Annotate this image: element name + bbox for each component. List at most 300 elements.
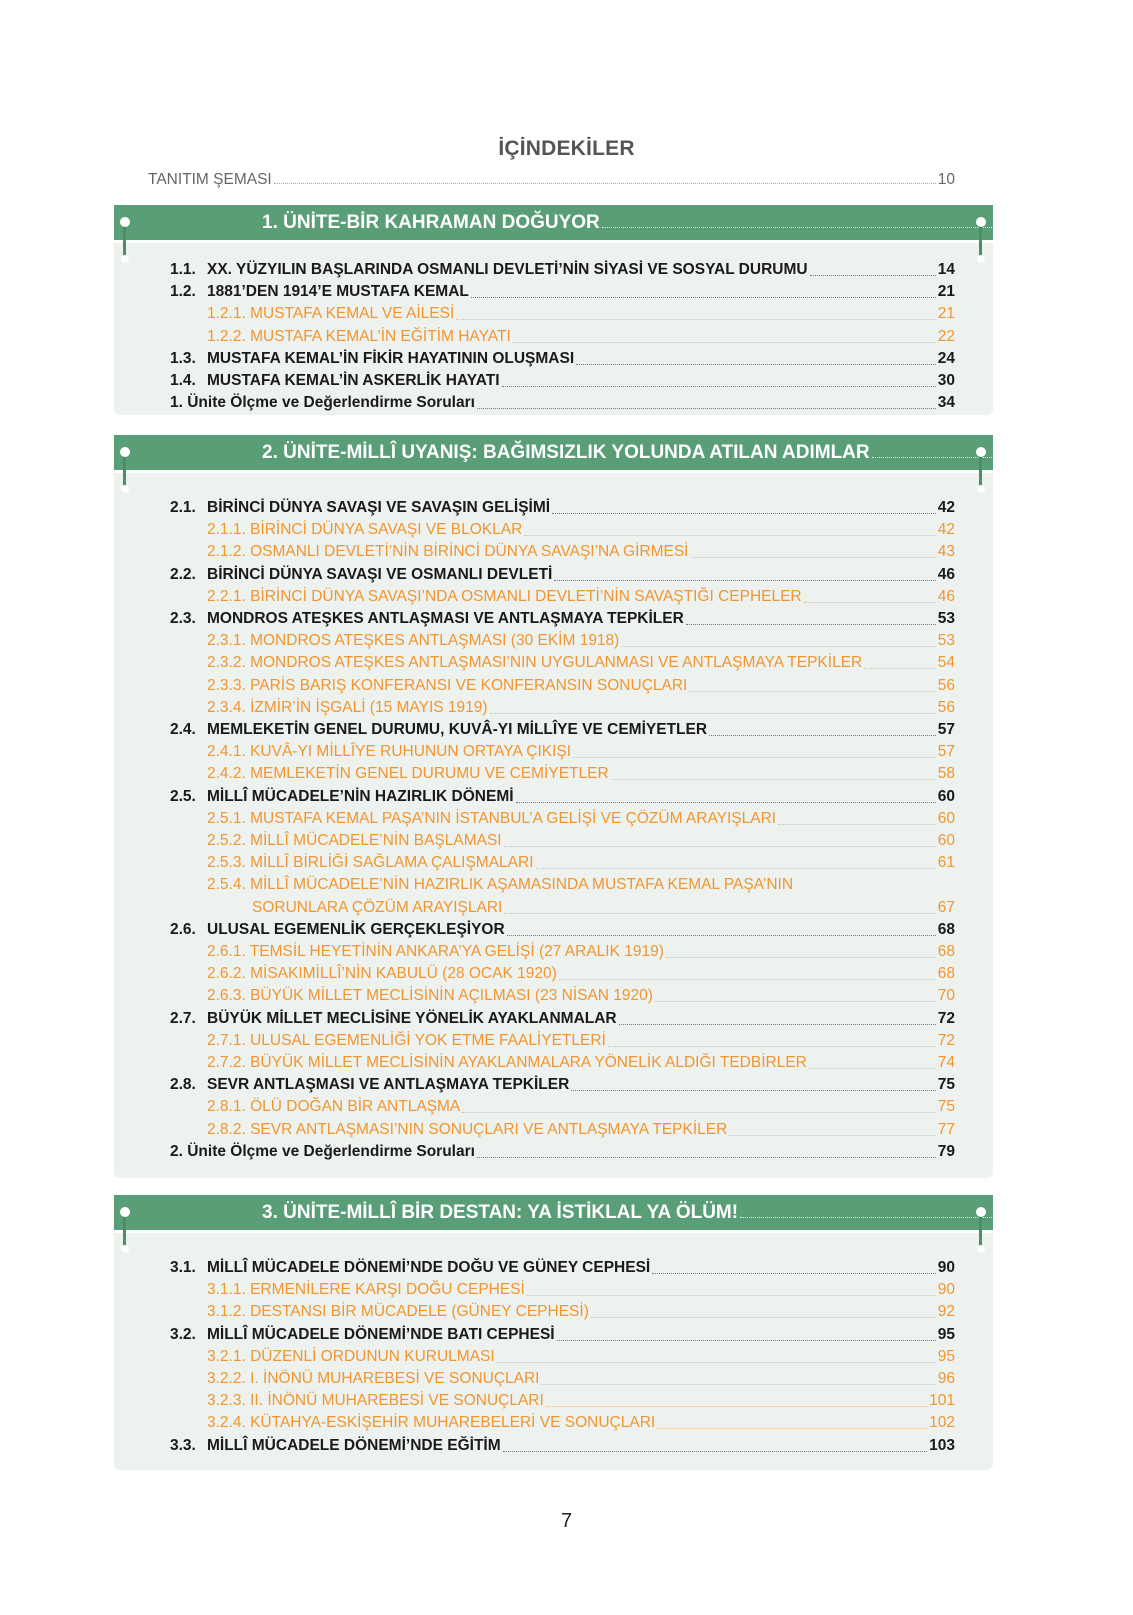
toc-section-entry[interactable]	[170, 348, 955, 370]
page-title: İÇİNDEKİLER	[498, 137, 635, 160]
entry-label	[170, 392, 475, 414]
entry-number: 2.6.2.	[207, 965, 246, 983]
toc-subsection-entry[interactable]	[170, 1096, 955, 1118]
unit-page: 88	[1047, 1202, 1069, 1223]
entry-text: MİLLÎ MÜCADELE’NİN HAZIRLIK AŞAMASINDA MUSTAFA KEMAL PAŞA’NIN	[250, 876, 794, 894]
entry-text: 1881’DEN 1914’E MUSTAFA KEMAL	[207, 283, 469, 301]
toc-section-entry[interactable]	[170, 1141, 955, 1163]
leader-dots	[552, 512, 936, 514]
entry-number: 2.3.3.	[207, 676, 246, 694]
leader-dots	[527, 1294, 936, 1296]
entry-number: 1.2.1.	[207, 305, 246, 323]
intro-page: 10	[937, 171, 955, 188]
entry-label	[207, 763, 609, 785]
toc-subsection-entry[interactable]	[170, 303, 955, 325]
toc-section-entry[interactable]	[170, 1257, 955, 1279]
toc-section-entry[interactable]	[170, 1435, 955, 1457]
leader-dots	[591, 1316, 936, 1318]
leader-dots	[502, 385, 936, 387]
toc-subsection-entry[interactable]	[170, 1052, 955, 1074]
toc-subsection-entry[interactable]	[170, 963, 955, 985]
pin-knob-icon	[120, 217, 130, 227]
leader-dots	[778, 823, 936, 825]
entry-label	[170, 1435, 501, 1457]
toc-subsection-entry[interactable]	[170, 326, 955, 348]
leader-dots	[740, 1216, 1046, 1218]
entry-number: 1.2.2.	[207, 327, 246, 345]
leader-dots	[504, 845, 936, 847]
unit-3-title-row	[262, 1202, 1069, 1224]
entry-page: 46	[937, 565, 955, 583]
toc-subsection-entry[interactable]	[170, 1279, 955, 1301]
entry-number: 2.5.1.	[207, 809, 246, 827]
entry-number: 3.2.3.	[207, 1392, 246, 1410]
toc-subsection-entry[interactable]	[170, 630, 955, 652]
unit-1-title-row	[262, 212, 1069, 234]
entry-page: 43	[937, 543, 955, 561]
leader-dots	[619, 1023, 936, 1025]
leader-dots	[608, 1045, 936, 1047]
toc-subsection-entry[interactable]	[170, 1030, 955, 1052]
entry-number: 2.8.1.	[207, 1098, 246, 1116]
leader-dots	[559, 978, 936, 980]
pin-knob-icon	[976, 447, 986, 457]
entry-text: OSMANLI DEVLETİ’NİN BİRİNCİ DÜNYA SAVAŞI’NA GİRMESİ	[250, 543, 689, 561]
toc-subsection-entry[interactable]	[170, 763, 955, 785]
toc-section-entry[interactable]	[170, 719, 955, 741]
entry-label	[170, 786, 514, 808]
entry-page: 60	[937, 832, 955, 849]
entry-page: 24	[937, 349, 955, 367]
entry-page: 95	[937, 1347, 955, 1365]
entry-text: 1. Ünite Ölçme ve Değerlendirme Soruları	[170, 394, 475, 412]
entry-number: 2.1.2.	[207, 543, 246, 561]
leader-dots	[872, 456, 1046, 458]
entry-text: 2. Ünite Ölçme ve Değerlendirme Soruları	[170, 1142, 475, 1160]
entry-number: 1.4.	[170, 372, 196, 389]
entry-number: 2.5.2.	[207, 832, 246, 849]
entry-text: ULUSAL EGEMENLİĞİ YOK ETME FAALİYETLERİ	[250, 1031, 606, 1049]
entry-label	[207, 697, 488, 719]
entry-number: 2.7.	[170, 1009, 196, 1027]
entry-text: DÜZENLİ ORDUNUN KURULMASI	[250, 1347, 495, 1365]
entry-label	[207, 586, 802, 608]
entry-number: 2.2.1.	[207, 587, 246, 605]
entry-number: 2.8.	[170, 1076, 196, 1094]
leader-dots	[652, 1272, 936, 1274]
entry-text: MİSAKIMİLLÎ’NİN KABULÜ (28 OCAK 1920)	[250, 965, 557, 983]
entry-label	[170, 370, 500, 392]
entry-label	[207, 1301, 589, 1323]
toc-subsection-continuation[interactable]	[170, 897, 955, 919]
toc-subsection-entry[interactable]	[170, 808, 955, 830]
entry-text: MUSTAFA KEMAL’İN FİKİR HAYATININ OLUŞMASI	[207, 349, 575, 367]
pin-knob-icon	[120, 1207, 130, 1217]
entry-number: 2.3.1.	[207, 632, 246, 650]
pin-end-icon	[121, 1245, 129, 1253]
entry-number: 3.2.2.	[207, 1370, 246, 1387]
entry-page: 21	[937, 305, 955, 323]
pin-end-icon	[977, 255, 985, 263]
entry-page: 103	[929, 1436, 955, 1454]
toc-section-entry[interactable]	[170, 497, 955, 519]
entry-text: MİLLÎ BİRLİĞİ SAĞLAMA ÇALIŞMALARI	[250, 854, 534, 872]
entry-label	[207, 675, 687, 697]
entry-label	[207, 1390, 544, 1412]
entry-label	[207, 874, 793, 896]
entry-text: BİRİNCİ DÜNYA SAVAŞI VE SAVAŞIN GELİŞİMİ	[207, 499, 551, 516]
entry-page: 77	[937, 1120, 955, 1138]
leader-dots	[477, 407, 936, 409]
entry-page: 30	[937, 372, 955, 389]
leader-dots	[804, 601, 936, 603]
leader-dots	[611, 778, 936, 780]
entry-text: MONDROS ATEŞKES ANTLAŞMASI (30 EKİM 1918)	[250, 632, 620, 650]
pin-end-icon	[977, 485, 985, 493]
entry-page: 60	[937, 787, 955, 805]
entry-label	[207, 830, 502, 852]
toc-section-entry[interactable]	[170, 1324, 955, 1346]
entry-text: MİLLÎ MÜCADELE DÖNEMİ’NDE EĞİTİM	[207, 1436, 501, 1454]
entry-text: MONDROS ATEŞKES ANTLAŞMASI VE ANTLAŞMAYA TEPKİLER	[207, 610, 684, 627]
entry-label	[170, 281, 469, 303]
toc-section-entry[interactable]	[170, 608, 955, 630]
entry-page: 79	[937, 1142, 955, 1160]
entry-label	[207, 963, 557, 985]
pin-knob-icon	[976, 217, 986, 227]
toc-section-entry[interactable]	[170, 370, 955, 392]
entry-label	[170, 608, 684, 630]
entry-number: 2.3.	[170, 610, 196, 627]
entry-label	[170, 259, 808, 281]
leader-dots	[462, 1111, 935, 1113]
leader-dots	[456, 318, 935, 320]
entry-number: 3.2.	[170, 1325, 196, 1343]
entry-text: PARİS BARIŞ KONFERANSI VE KONFERANSIN SONUÇLARI	[250, 676, 688, 694]
entry-text: SEVR ANTLAŞMASI VE ANTLAŞMAYA TEPKİLER	[207, 1076, 570, 1094]
entry-text: XX. YÜZYILIN BAŞLARINDA OSMANLI DEVLETİ’NİN SİYASİ VE SOSYAL DURUMU	[207, 261, 808, 278]
leader-dots	[621, 645, 935, 647]
entry-page: 56	[937, 676, 955, 694]
unit-1-header[interactable]	[114, 205, 1069, 240]
entry-number: 2.4.2.	[207, 765, 246, 783]
toc-section-entry[interactable]	[170, 392, 955, 414]
entry-page: 57	[937, 721, 955, 738]
entry-text: BÜYÜK MİLLET MECLİSİNİN AÇILMASI (23 NİSAN 1920)	[250, 987, 653, 1005]
unit-2-title-row	[262, 442, 1069, 464]
entry-label	[207, 1412, 655, 1434]
entry-text: I. İNÖNÜ MUHAREBESİ VE SONUÇLARI	[250, 1370, 540, 1387]
toc-subsection-entry[interactable]	[170, 697, 955, 719]
entry-label	[207, 741, 571, 763]
entry-text: TEMSİL HEYETİNİN ANKARA’YA GELİŞİ (27 ARALIK 1919)	[249, 943, 664, 960]
entry-page: 96	[937, 1370, 955, 1387]
toc-subsection-entry[interactable]	[170, 1412, 955, 1434]
entry-text: MİLLÎ MÜCADELE DÖNEMİ’NDE BATI CEPHESİ	[207, 1325, 555, 1343]
leader-dots	[576, 363, 936, 365]
entry-page: 57	[937, 743, 955, 761]
entry-text: KUVÂ-YI MİLLÎYE RUHUNUN ORTAYA ÇIKIŞI	[250, 743, 572, 761]
leader-dots	[546, 1405, 927, 1407]
entry-text: MONDROS ATEŞKES ANTLAŞMASI’NIN UYGULANMASI VE ANTLAŞMAYA TEPKİLER	[250, 654, 863, 672]
entry-page: 75	[937, 1098, 955, 1116]
entry-label	[207, 326, 511, 348]
entry-text: MİLLÎ MÜCADELE DÖNEMİ’NDE DOĞU VE GÜNEY CEPHESİ	[207, 1259, 651, 1276]
entry-page: 60	[937, 809, 955, 827]
leader-dots	[536, 867, 936, 869]
leader-dots	[810, 274, 936, 276]
entry-label	[207, 519, 522, 541]
entry-text: BÜYÜK MİLLET MECLİSİNE YÖNELİK AYAKLANMALAR	[207, 1009, 617, 1027]
entry-text: MEMLEKETİN GENEL DURUMU VE CEMİYETLER	[250, 765, 609, 783]
entry-text: ÖLÜ DOĞAN BİR ANTLAŞMA	[250, 1098, 461, 1116]
toc-section-entry[interactable]	[170, 564, 955, 586]
entry-page: 72	[937, 1009, 955, 1027]
entry-label	[207, 985, 653, 1007]
toc-subsection-entry[interactable]	[170, 985, 955, 1007]
unit-title: 2. ÜNİTE-MİLLÎ UYANIŞ: BAĞIMSIZLIK YOLUNDA ATILAN ADIMLAR	[262, 442, 870, 463]
entry-label	[207, 1279, 525, 1301]
toc-section-entry[interactable]	[170, 281, 955, 303]
leader-dots	[709, 734, 936, 736]
entry-page: 67	[937, 898, 955, 916]
entry-page: 54	[937, 654, 955, 672]
leader-dots	[490, 712, 936, 714]
leader-dots	[655, 1000, 936, 1002]
entry-page: 53	[937, 632, 955, 650]
leader-dots	[573, 756, 936, 758]
entry-page: 92	[937, 1303, 955, 1321]
toc-subsection-entry[interactable]	[170, 1119, 955, 1141]
toc-section-entry[interactable]	[170, 1008, 955, 1030]
entry-number: 3.2.4.	[207, 1414, 246, 1432]
entry-label	[207, 652, 862, 674]
leader-dots	[554, 579, 935, 581]
leader-dots	[516, 801, 936, 803]
entry-page: 42	[937, 521, 955, 539]
entry-label	[170, 497, 550, 519]
entry-number: 3.3.	[170, 1436, 196, 1454]
entry-number: 2.7.2.	[207, 1054, 246, 1071]
entry-page: 70	[937, 987, 955, 1005]
entry-number: 2.5.3.	[207, 854, 246, 872]
entry-page: 58	[937, 765, 955, 783]
entry-label	[207, 541, 689, 563]
entry-label	[170, 1324, 555, 1346]
toc-subsection-entry[interactable]	[170, 1346, 955, 1368]
entry-label	[207, 1368, 539, 1390]
entry-text: İZMİR’İN İŞGALİ (15 MAYIS 1919)	[250, 698, 488, 716]
leader-dots	[729, 1134, 935, 1136]
entry-label	[170, 1008, 617, 1030]
leader-dots	[497, 1361, 936, 1363]
toc-section-entry[interactable]	[170, 786, 955, 808]
toc-subsection-entry[interactable]	[170, 1301, 955, 1323]
entry-number: 2.2.	[170, 565, 196, 583]
entry-text: SEVR ANTLAŞMASI’NIN SONUÇLARI VE ANTLAŞMAYA TEPKİLER	[250, 1120, 728, 1138]
entry-text: MUSTAFA KEMAL VE AİLESİ	[250, 305, 455, 323]
entry-text: BİRİNCİ DÜNYA SAVAŞI VE BLOKLAR	[250, 521, 523, 539]
entry-page: 14	[937, 261, 955, 278]
toc-subsection-entry[interactable]	[170, 741, 955, 763]
entry-label	[170, 719, 707, 741]
leader-dots	[507, 934, 936, 936]
entry-number: 3.2.1.	[207, 1347, 246, 1365]
leader-dots	[864, 667, 936, 669]
entry-text: MİLLÎ MÜCADELE’NİN HAZIRLIK DÖNEMİ	[207, 787, 514, 805]
entry-text: ULUSAL EGEMENLİK GERÇEKLEŞİYOR	[207, 920, 505, 938]
entry-text: II. İNÖNÜ MUHAREBESİ VE SONUÇLARI	[250, 1392, 544, 1410]
entry-number: 2.1.	[170, 499, 196, 516]
entry-page: 34	[937, 394, 955, 412]
entry-label	[207, 1096, 460, 1118]
entry-page: 68	[937, 965, 955, 983]
entry-page: 61	[937, 854, 955, 872]
leader-dots	[686, 623, 936, 625]
unit-2-header[interactable]	[114, 435, 1069, 470]
entry-label	[207, 630, 619, 652]
entry-page: 68	[937, 943, 955, 960]
entry-text: BÜYÜK MİLLET MECLİSİNİN AYAKLANMALARA YÖNELİK ALDIĞI TEDBİRLER	[250, 1054, 807, 1071]
unit-3-header[interactable]	[114, 1195, 1069, 1230]
leader-dots	[503, 1450, 927, 1452]
entry-page: 90	[937, 1281, 955, 1299]
entry-text: MİLLÎ MÜCADELE’NİN BAŞLAMASI	[250, 832, 502, 849]
leader-dots	[666, 956, 936, 958]
entry-number: 2.1.1.	[207, 521, 246, 539]
leader-dots	[477, 1156, 936, 1158]
entry-number: 2.4.1.	[207, 743, 246, 761]
leader-dots	[471, 296, 936, 298]
entry-label	[207, 1052, 807, 1074]
entry-label	[170, 1141, 475, 1163]
entry-text-continuation: SORUNLARA ÇÖZÜM ARAYIŞLARI	[252, 898, 503, 916]
entry-text: ERMENİLERE KARŞI DOĞU CEPHESİ	[250, 1281, 525, 1299]
entry-label	[170, 1257, 650, 1279]
pin-knob-icon	[976, 1207, 986, 1217]
entry-label	[207, 1119, 727, 1141]
entry-text: DESTANSI BİR MÜCADELE (GÜNEY CEPHESİ)	[250, 1303, 589, 1321]
entry-number: 2.7.1.	[207, 1031, 246, 1049]
entry-number: 2.6.1.	[207, 943, 246, 960]
entry-label	[170, 919, 505, 941]
entry-label	[207, 1346, 495, 1368]
entry-label	[207, 303, 454, 325]
entry-label	[207, 852, 534, 874]
pin-end-icon	[121, 485, 129, 493]
entry-label	[207, 941, 664, 963]
entry-number: 2.5.	[170, 787, 196, 805]
toc-subsection-entry[interactable]	[170, 852, 955, 874]
toc-subsection-entry[interactable]	[170, 874, 955, 896]
toc-subsection-entry[interactable]	[170, 586, 955, 608]
toc-subsection-entry[interactable]	[170, 1390, 955, 1412]
unit-page: 12	[1047, 212, 1069, 233]
entry-page: 102	[929, 1414, 955, 1432]
leader-dots	[689, 690, 935, 692]
leader-dots	[541, 1383, 935, 1385]
entry-number: 2.8.2.	[207, 1120, 246, 1138]
pin-end-icon	[977, 1245, 985, 1253]
entry-number: 2.3.4.	[207, 698, 246, 716]
toc-intro-entry[interactable]	[148, 171, 955, 189]
page-number: 7	[560, 1510, 573, 1532]
toc-subsection-entry[interactable]	[170, 541, 955, 563]
entry-number: 2.4.	[170, 721, 196, 738]
toc-section-entry[interactable]	[170, 919, 955, 941]
entry-page: 72	[937, 1031, 955, 1049]
unit-title: 1. ÜNİTE-BİR KAHRAMAN DOĞUYOR	[262, 212, 600, 233]
entry-page: 56	[937, 698, 955, 716]
toc-subsection-entry[interactable]	[170, 652, 955, 674]
entry-text: BİRİNCİ DÜNYA SAVAŞI VE OSMANLI DEVLETİ	[207, 565, 553, 583]
toc-subsection-entry[interactable]	[170, 675, 955, 697]
entry-number: 2.6.3.	[207, 987, 246, 1005]
entry-page: 95	[937, 1325, 955, 1343]
entry-page: 74	[937, 1054, 955, 1071]
leader-dots	[809, 1067, 936, 1069]
entry-text: MUSTAFA KEMAL PAŞA’NIN İSTANBUL’A GELİŞİ VE ÇÖZÜM ARAYIŞLARI	[250, 809, 777, 827]
toc-subsection-entry[interactable]	[170, 830, 955, 852]
entry-page: 22	[937, 327, 955, 345]
entry-label	[207, 808, 776, 830]
toc-subsection-entry[interactable]	[170, 941, 955, 963]
entry-page: 21	[937, 283, 955, 301]
toc-section-entry[interactable]	[170, 259, 955, 281]
entry-number: 3.1.1.	[207, 1281, 246, 1299]
leader-dots	[557, 1339, 936, 1341]
leader-dots	[657, 1427, 927, 1429]
entry-text: BİRİNCİ DÜNYA SAVAŞI’NDA OSMANLI DEVLETİ’NİN SAVAŞTIĞI CEPHELER	[250, 587, 802, 605]
entry-text: KÜTAHYA-ESKİŞEHİR MUHAREBELERİ VE SONUÇLARI	[250, 1414, 656, 1432]
entry-page: 90	[937, 1259, 955, 1276]
entry-number: 2.5.4.	[207, 876, 246, 894]
toc-subsection-entry[interactable]	[170, 519, 955, 541]
unit-page: 40	[1047, 442, 1069, 463]
entry-label	[170, 1074, 569, 1096]
intro-label: TANITIM ŞEMASI	[148, 171, 272, 188]
entry-number: 3.1.	[170, 1259, 196, 1276]
entry-label	[170, 564, 552, 586]
entry-number: 2.6.	[170, 920, 196, 938]
leader-dots	[691, 556, 936, 558]
entry-number: 3.1.2.	[207, 1303, 246, 1321]
entry-number: 1.3.	[170, 349, 196, 367]
leader-dots	[571, 1089, 935, 1091]
entry-text: MEMLEKETİN GENEL DURUMU, KUVÂ-YI MİLLÎYE VE CEMİYETLER	[207, 721, 708, 738]
entry-number: 2.3.2.	[207, 654, 246, 672]
pin-end-icon	[121, 255, 129, 263]
leader-dots	[513, 341, 936, 343]
entry-label	[207, 1030, 606, 1052]
entry-page: 101	[929, 1392, 955, 1410]
entry-page: 53	[937, 610, 955, 627]
entry-text: MUSTAFA KEMAL’İN ASKERLİK HAYATI	[207, 372, 500, 389]
unit-title: 3. ÜNİTE-MİLLÎ BİR DESTAN: YA İSTİKLAL YA ÖLÜM!	[262, 1202, 739, 1223]
leader-dots	[504, 912, 935, 914]
entry-label	[170, 348, 574, 370]
toc-section-entry[interactable]	[170, 1074, 955, 1096]
pin-knob-icon	[120, 447, 130, 457]
entry-number: 1.2.	[170, 283, 196, 301]
entry-page: 46	[937, 587, 955, 605]
entry-page: 68	[937, 920, 955, 938]
leader-dots	[524, 534, 935, 536]
entry-number: 1.1.	[170, 261, 196, 278]
entry-page: 42	[937, 499, 955, 516]
entry-page: 75	[937, 1076, 955, 1094]
toc-subsection-entry[interactable]	[170, 1368, 955, 1390]
